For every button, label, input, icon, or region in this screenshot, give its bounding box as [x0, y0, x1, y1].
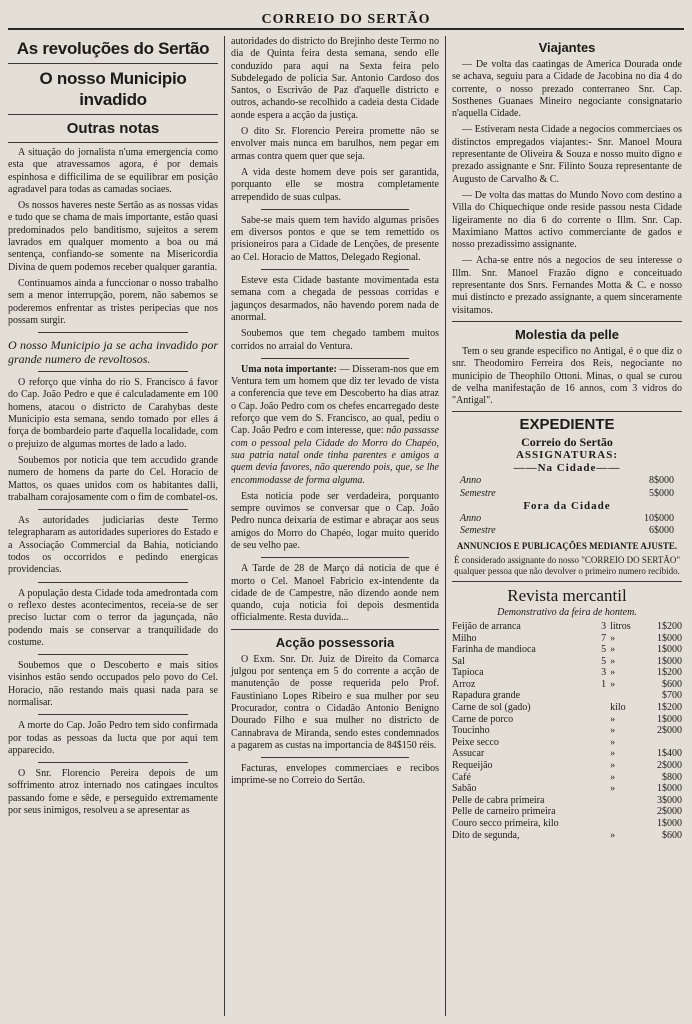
table-row	[452, 667, 682, 679]
article-paragraph: Sabe-se mais quem tem havido algumas prisões em diversos pontos e que se tem remettido os prisioneiros para a Cidade de Lenções, de presente ao Cel. Horacio de Mattos, Delegado Regional.	[231, 214, 439, 263]
viajantes-item: — Estiveram nesta Cidade a negocios commerciaes os distinctos empregados viajantes:- Snr. Manoel Moura representante de Oliveira & Souza e nosso muito digno e prezado assignante e Snr. Filinto Souza representante de Augusto de Carvalho & C.	[452, 124, 682, 185]
article-paragraph: Esteve esta Cidade bastante movimentada esta semana com a chegada de pessoas corridas e jagunços desarmados, não havendo porem nada de anormal.	[231, 275, 439, 323]
market-cell-q	[588, 783, 610, 795]
market-cell-item: Arroz	[452, 678, 476, 690]
market-cell-item: Café	[452, 771, 471, 783]
market-cell-p: 2$000	[657, 760, 682, 772]
article-paragraph: Soubemos que tem chegado tambem muitos corridos no arraial do Ventura.	[231, 328, 439, 352]
article-paragraph: A morte do Cap. João Pedro tem sido confirmada por todas as pessoas da lucta que por aqui tem apparecido.	[8, 720, 218, 756]
market-cell-q	[588, 748, 610, 760]
market-cell-q	[588, 795, 610, 807]
market-cell-item: Carne de porco	[452, 713, 514, 725]
market-cell-p: 1$000	[657, 818, 682, 829]
italic-lead: O nosso Municipio ja se acha invadido por grande numero de revoltosos.	[8, 338, 218, 367]
market-cell-q	[588, 714, 610, 726]
nota-lead: Uma nota importante:	[241, 363, 337, 375]
market-cell-u: »	[610, 667, 616, 679]
market-table	[452, 621, 682, 841]
viajantes-item: — De volta das caatingas de America Dourada onde se achava, seguiu para a Cidade de Jacobina no dia 4 do corrente, o nosso prezado conterraneo Snr. Cap. Sosthenes Guanaes Mineiro negociante consignatario n'aquella Cidade.	[452, 59, 682, 120]
table-row	[452, 725, 682, 737]
market-cell-u	[610, 795, 650, 807]
market-cell-q: 3	[601, 620, 607, 632]
market-cell-p: 1$000	[657, 713, 682, 725]
table-row	[452, 656, 682, 668]
market-cell-item: Dito de segunda,	[452, 829, 520, 841]
headline-revolucoes: As revoluções do Sertão	[16, 39, 210, 58]
market-cell-u: »	[610, 655, 616, 667]
market-cell-item: Peixe secco	[452, 736, 499, 748]
market-cell-item: Pelle de cabra primeira	[452, 794, 545, 806]
table-row	[452, 795, 682, 807]
market-cell-item: Sal	[452, 655, 465, 667]
article-paragraph: As autoridades judiciarias deste Termo telegrapharam as autoridades superiores do Estado e a Associação Commercial da Bahia, noticiando todos os occorridos e pedindo energicas providencias.	[8, 515, 218, 576]
article-paragraph: O dito Sr. Florencio Pereira promette não se envolver mais nunca em barulhos, nem pegar em armas contra quem quer que seja.	[231, 126, 439, 162]
market-cell-item: Assucar	[452, 748, 485, 760]
nota-quote: não passasse com o pessoal pela Cidade do Morro do Chapéo, sua patria natal onde tinha parentes e amigos a quem devia favores, não querendo pois, que, se lhe encommodasse de forma alguma.	[231, 425, 439, 486]
headline-outras-notas: Outras notas	[66, 120, 160, 137]
market-cell-item: Toucinho	[452, 725, 490, 737]
price-row: Anno 8$000	[460, 475, 674, 487]
market-cell-q	[588, 830, 610, 842]
table-row	[452, 702, 682, 714]
columns	[8, 36, 684, 1016]
market-cell-q: 5	[601, 655, 607, 667]
market-cell-item: Rapadura grande	[452, 690, 521, 702]
market-cell-item: Farinha de mandioca	[452, 644, 536, 656]
table-row	[452, 737, 682, 749]
market-cell-q	[588, 818, 610, 830]
table-row	[452, 830, 682, 842]
market-cell-q	[588, 760, 610, 772]
market-cell-u: »	[610, 632, 616, 644]
expediente-paper: Correio do Sertão	[521, 435, 613, 450]
market-cell-item: Feijão de arranca	[452, 620, 521, 632]
article-paragraph: A vida deste homem deve pois ser garantida, porquanto elle se mostra completamente arrependido de suas culpas.	[231, 166, 439, 203]
article-paragraph: O reforço que vinha do rio S. Francisco á favor do Cap. João Pedro e que é calculadamente em 100 homens, atacou o districto de Carahybas deste Municipio esta semana, sendo tomado por elles á força de bombardeio parte d'aquella localidade, com o prejuizo de algumas mortes de lado a lado.	[8, 377, 218, 450]
article-paragraph: A população desta Cidade toda amedrontada com o reflexo destes acontecimentos, receia-se de ser preciso luctar com o terror da jagunçada, não podendo mais se conservar a tranquilidade do costume.	[8, 587, 218, 648]
headline-accao-possessoria: Acção possessoria	[275, 634, 395, 650]
market-cell-u: »	[610, 829, 616, 841]
table-row	[452, 783, 682, 795]
masthead	[8, 6, 684, 30]
headline-molestia: Molestia da pelle	[514, 326, 620, 342]
article-paragraph: Continuamos ainda a funccionar o nosso trabalho sem a menor interrupção, porem, não sabemos se poderemos enfrentar as tristes peripecias que nos possam surgir.	[8, 277, 218, 326]
market-cell-p: 2$000	[657, 725, 682, 737]
market-cell-q: 7	[601, 632, 607, 644]
market-cell-item: Pelle de carneiro primeira	[452, 806, 556, 818]
table-row	[452, 621, 682, 633]
market-cell-p: 1$200	[657, 620, 682, 632]
market-cell-p: $700	[662, 690, 682, 702]
market-cell-p: 1$000	[657, 632, 682, 644]
article-paragraph: Esta noticia pode ser verdadeira, porquanto sempre ouvimos se conversar que o Cap. João Pedro nunca deixaria de estimar e abraçar aos seus amigos do Morro do Chapéo, logar muito querido de seu velho pae.	[231, 490, 439, 551]
market-cell-q	[588, 702, 610, 714]
market-cell-u: litros	[610, 620, 631, 632]
article-paragraph: Facturas, envelopes commerciaes e recibos imprime-se no Correio do Sertão.	[231, 763, 439, 787]
market-cell-u	[610, 818, 650, 830]
market-cell-u	[610, 690, 650, 702]
market-cell-q	[588, 772, 610, 784]
table-row	[452, 748, 682, 760]
headline-municipio: O nosso Municipio invadido	[39, 69, 187, 109]
market-cell-p: 1$000	[657, 644, 682, 656]
column-2	[225, 36, 446, 1016]
price-row: Semestre 5$000	[460, 487, 674, 499]
newspaper-name: CORREIO DO SERTÃO	[261, 12, 431, 27]
expediente-fora: Fora da Cidade	[523, 500, 611, 513]
market-cell-p: $600	[662, 678, 682, 690]
market-cell-p: 3$000	[657, 794, 682, 806]
market-cell-u: »	[610, 771, 616, 783]
market-cell-u: »	[610, 713, 616, 725]
article-paragraph: A Tarde de 28 de Março dá noticia de que é morto o Cel. Manoel Fabricio ex-intendente da cidade de de Campestre, não dizendo aonde nem quando, cuja noticia foi depois desmentida officialmente. Resta duvida...	[231, 563, 439, 624]
market-cell-p: $600	[662, 829, 682, 841]
market-cell-item: Couro secco primeira, kilo	[452, 818, 559, 829]
article-paragraph: autoridades do districto do Brejinho deste Termo no dia de Quinta feira desta semana, sendo elle conduzido para aqui na Sexta feira pelo Subdelegado de policia Sar. Antonio Cardoso dos Santos, o Escrivão de Paz d'aquelle districto e outros, achando-se recolhido a cadeia desta Cidade aonde espera a acção da justiça.	[231, 36, 439, 121]
market-cell-u: »	[610, 760, 616, 772]
viajantes-item: — Acha-se entre nós a negocios de seu interesse o Illm. Snr. Manoel Frazão digno e conceituado representante dos Snrs. Fernandes Motta & C. e nosso mui distincto e prezado assignante, a quem sinceramente visitamos.	[452, 255, 682, 316]
table-row	[452, 633, 682, 645]
market-cell-u: »	[610, 644, 616, 656]
revista-title: Revista mercantil	[507, 585, 627, 605]
headline-viajantes: Viajantes	[538, 40, 596, 55]
table-row	[452, 644, 682, 656]
market-cell-u: »	[610, 783, 616, 795]
expediente-na-cidade: ——Na Cidade——	[513, 462, 621, 475]
article-paragraph: Soubemos que o Descoberto e mais sitios visinhos estão sendo occupados pelo povo do Cel. Horacio, não restando mais quasi nada para se normalisar.	[8, 660, 218, 708]
market-cell-u: »	[610, 736, 616, 748]
table-row	[452, 818, 682, 830]
nota-body: — Disseram-nos que em Ventura tem um homem que diz ter levado de vista a conferencia que teve em Descoberto ha dias atraz o Cap. João Pedro com os chefes encarregado deste reforço que vem do S. Francisco, ao qual, pediu o Cap. João Pedro e com interesse, que:	[231, 363, 439, 437]
market-cell-q	[588, 806, 610, 818]
revista-subtitle: Demonstrativo da feira de hontem.	[497, 606, 637, 618]
article-paragraph: O Snr. Florencio Pereira depois de um soffrimento atroz internado nos catingaes incultos passando fome e sêde, e perseguido extremamente por seus inimigos, resolveu a se apresentar as	[8, 768, 218, 817]
viajantes-item: — De volta das mattas do Mundo Novo com destino a Villa do Chiquechique onde reside passou nesta Cidade ligeiramente no dia 6 do corrente o Illm. Snr. Cap. Maximiano Mattos activo commerciante de gados e nosso prezadissimo assignante.	[452, 189, 682, 251]
article-paragraph: O Exm. Snr. Dr. Juiz de Direito da Comarca julgou por sentença em 5 do corrente a acção de manutenção de posse requerida pelo Prof. Faustiniano Lopes Ribeiro e sua mulher por seu Procurador, contra o Cidadão Antonio Benigno Dourado Filho e sua mulher no districto de Cannabrava de Miranda, sendo estes condemnados a pagarem as custas na importancia de 84$150 réis.	[231, 653, 439, 751]
market-cell-q	[588, 690, 610, 702]
market-cell-item: Milho	[452, 632, 477, 644]
market-cell-q	[588, 737, 610, 749]
table-row	[452, 714, 682, 726]
market-cell-item: Tapioca	[452, 667, 484, 679]
market-cell-u: »	[610, 678, 616, 690]
market-cell-u	[610, 806, 650, 818]
table-row	[452, 690, 682, 702]
expediente-assignaturas: ASSIGNATURAS:	[515, 449, 619, 462]
article-paragraph: Tem o seu grande especifico no Antigal, é o que diz o snr. Theodomiro Ferreira dos Reis, negociante no municipio de Theophilo Ottoni. Minas, o qual se curou de velha manifestação de 16 annos, com 3 vidros do "Antigal".	[452, 345, 682, 407]
market-cell-p	[650, 737, 682, 749]
market-cell-q: 5	[601, 644, 607, 656]
market-cell-p: 1$200	[657, 702, 682, 714]
market-cell-u: kilo	[610, 702, 626, 714]
market-cell-item: Requeijão	[452, 760, 493, 772]
table-row	[452, 772, 682, 784]
table-row	[452, 679, 682, 691]
column-1	[8, 36, 225, 1016]
annuncios-notice: ANNUNCIOS E PUBLICAÇÕES MEDIANTE AJUSTE.	[456, 540, 678, 551]
article-paragraph: Os nossos haveres neste Sertão as as nossas vidas e tudo que se chama de mais importante, estão quasi predominados pelo banditismo, sujeitos a serem lavrados em qualquer momento a boa ou má sentença, confiando-se somente na Misericordia Divina de quem podemos receber qualquer garantia.	[8, 200, 218, 273]
column-3	[446, 36, 682, 1016]
nota-importante	[231, 364, 439, 487]
market-cell-p: 1$000	[657, 655, 682, 667]
market-cell-u: »	[610, 748, 616, 760]
market-cell-p: 2$000	[657, 806, 682, 818]
market-cell-item: Carne de sol (gado)	[452, 702, 531, 714]
market-cell-p: 1$000	[657, 783, 682, 795]
market-cell-u: »	[610, 725, 616, 737]
article-paragraph: Soubemos por noticia que tem accudido grande numero de homens da parte do Cel. Horacio de Mattos, os quaes unidos com os habitantes dalli, trabalham corajosamente com o fim de combatel-os.	[8, 454, 218, 503]
expediente-title: EXPEDIENTE	[519, 416, 615, 434]
price-row: Anno 10$000	[460, 513, 674, 525]
price-row: Semestre 6$000	[460, 525, 674, 537]
market-cell-q: 3	[601, 667, 607, 679]
table-row	[452, 760, 682, 772]
market-cell-p: 1$400	[657, 748, 682, 760]
market-cell-p: 1$200	[657, 667, 682, 679]
table-row	[452, 806, 682, 818]
market-cell-q	[588, 725, 610, 737]
assignante-notice: É considerado assignante do nosso "CORREIO DO SERTÃO" qualquer pessoa que não devolver o primeiro numero recibido.	[453, 554, 681, 576]
market-cell-q: 1	[601, 678, 607, 690]
market-cell-p: $800	[662, 771, 682, 783]
market-cell-item: Sabão	[452, 783, 477, 795]
article-paragraph: A situação do jornalista n'uma emergencia como esta que atravessamos agora, é por demais espinhosa e difficilima de se equilibrar em posição agradavel para todas as camadas sociaes.	[8, 147, 218, 195]
